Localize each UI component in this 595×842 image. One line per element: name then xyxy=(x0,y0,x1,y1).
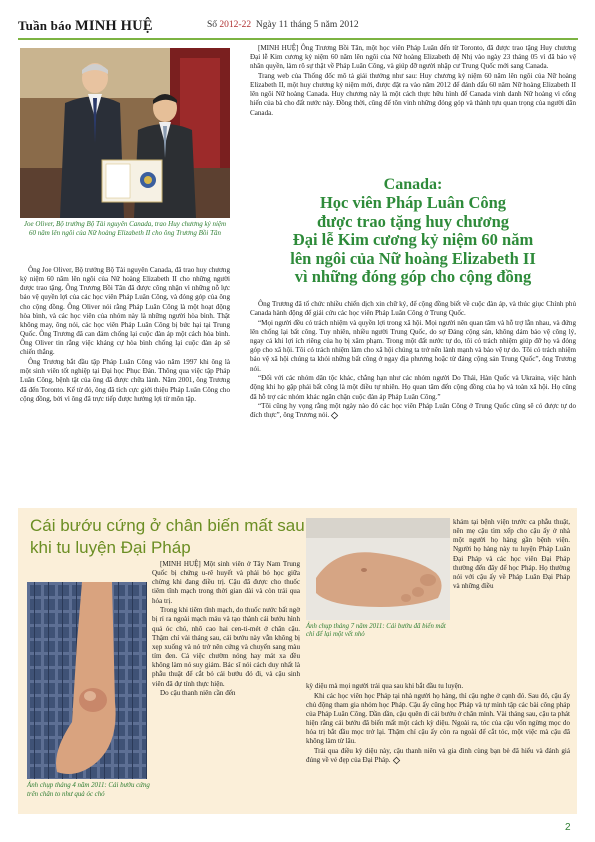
masthead-prefix: Tuần báo xyxy=(18,18,75,33)
headline-line: vì những đóng góp cho cộng đồng xyxy=(294,267,532,286)
paragraph: “Đối với các nhóm dân tộc khác, chẳng hạn như các nhóm người Do Thái, Hàn Quốc và Ukraina, việc hành động khi họ gặp phải bất công là một điều tự nhiên. Họ quan tâm đến cộng đồng của họ và toàn xã hội. Họ cũng đã hỗ trợ các nhóm khác ngăn chặn cuộc đàn áp Pháp Luân Công.” xyxy=(250,374,576,401)
paragraph: [MINH HUỆ] Ông Trương Bồi Tân, một học viên Pháp Luân đến từ Toronto, đã được trao tặng Huy chương Đại lễ Kim cương kỷ niệm 60 năm lên ngôi của Nữ hoàng Elizabeth đệ Nhị vào ngày 23 tháng 05 vì đã bảo vệ nhân quyền, làm rõ sự thật về Pháp Luân Công, và giúp đỡ người nhập cư Trung Quốc mới sang Canada. xyxy=(250,44,576,71)
headline-line: được trao tặng huy chương xyxy=(316,211,510,231)
end-of-article-icon xyxy=(392,757,399,764)
paragraph-text: Trải qua điều kỳ diệu này, cậu thanh niên và gia đình cùng bạn bè đã hiểu và đánh giá đúng về vẻ đẹp của Đại Pháp. xyxy=(306,747,570,765)
headline-line: Đại lễ Kim cương kỷ niệm 60 năm xyxy=(292,230,534,249)
foot-after-caption: Ảnh chụp tháng 7 năm 2011: Cái bướu đã biến mất chỉ để lại một vết nhỏ xyxy=(306,623,446,639)
award-ceremony-photo xyxy=(20,48,230,218)
paragraph: khám tại bệnh viện trước ca phẫu thuật, nên mẹ cậu tìm xếp cho cậu ấy ở nhà một người họ hàng gần bệnh viện. Người họ hàng này tu luyện Pháp Luân Đại Pháp và các học viên Đại Pháp thường đến đây để học Pháp. Họ thường nói với cậu ấy về Pháp Luân Đại Pháp và những điều xyxy=(453,518,570,591)
second-article-middle-column xyxy=(152,560,300,699)
second-article-bottom-column xyxy=(306,682,570,766)
photo-foot-healed-icon xyxy=(306,518,450,620)
issue-number: 2012-22 xyxy=(219,20,252,30)
article-left-column xyxy=(20,266,230,404)
paragraph: Ông Joe Oliver, Bộ trưởng Bộ Tài nguyên Canada, đã trao huy chương kỷ niệm 60 năm lên ngôi của Nữ hoàng Elizabeth II cho những người được trao tặng. Ông Trương Bồi Tân đã được công nhận vì những nỗ lực bảo vệ quyền lợi của các học viên Pháp Luân Công, và đóng góp của ông cho cộng đồng. Ông Oliver nói rằng Pháp Luân Công là một hoạt động hòa bình, và các học viên của nhóm này là những người hòa bình. Thật không may, ông nói, các học viên Pháp Luân Công bị bức hại tại Trung Quốc. Ông Trương đã can đảm chống lại cuộc đàn áp một cách hòa bình. Ông Oliver tin rằng việc kháng cự hòa bình chống lại cuộc đàn áp sẽ chiến thắng. xyxy=(20,266,230,357)
foot-before-photo xyxy=(27,582,147,779)
paragraph: [MINH HUỆ] Một sinh viên ở Tây Nam Trung Quốc bị chứng u-rê huyết và phải bỏ học giữa chừng khi đang điều trị. Cậu đã được cho thuốc tiêm tĩnh mạch trong thời gian dài và còn trải qua hóa trị. xyxy=(152,560,300,605)
issue-label: Số xyxy=(207,20,220,30)
headline-line: lên ngôi của Nữ hoàng Elizabeth II xyxy=(290,248,536,268)
masthead-name: MINH HUỆ xyxy=(74,18,153,34)
paragraph: Trong khi tiêm tĩnh mạch, do thuốc nước bất ngờ bị rỉ ra ngoài mạch máu và tạo thành cái bướu hình quả óc chó, nhô cao hai cen-ti-mét ở chân cậu. Thậm chí vài tháng sau, cái bướu này vẫn không bị xẹp xuống và nó trở nên cứng và chuyển sang màu tím đen. Cả việc chườm nóng hay mát xa đều không làm nó suy giảm. Bác sĩ nói cách duy nhất là phẫu thuật để cắt bỏ cái bướu đó đi, và cậu sinh viên đã đự tính thực hiện. xyxy=(152,606,300,688)
article-headline xyxy=(250,176,576,287)
photo-foot-with-lump-icon xyxy=(27,582,147,779)
paragraph: “Mọi người đều có trách nhiệm và quyền lợi trong xã hội. Mọi người nên quan tâm và hỗ trợ lẫn nhau, và đứng lên chống lại bất công. Tuy nhiên, nhiều người Trung Quốc, do sợ Đảng cộng sản, không dám bảo vệ công lý, ngay cả khi lợi ích riêng của họ bị xâm phạm. Trong một đất nước tự do, tôi có trách nhiệm giúp đỡ họ và đóng góp cho xã hội. Tôi có trách nhiệm làm cho xã hội chúng ta trở nên lành mạnh và bảo vệ tự do. Tôi có trách nhiệm bảo vệ xã hội chúng ta khỏi những bất công ở ngay địa phương hoặc từ đảng cộng sản Trung Quốc”, ông Trương nói. xyxy=(250,318,576,373)
issue-date: Ngày 11 tháng 5 năm 2012 xyxy=(255,20,359,30)
headline-country: Canada: xyxy=(383,176,443,193)
photo-two-men-certificate-icon xyxy=(20,48,230,218)
masthead xyxy=(18,18,153,35)
article-right-column xyxy=(250,300,576,421)
paragraph: Trang web của Thống đốc mô tả giải thưởng như sau: Huy chương kỷ niệm 60 năm lên ngôi của Nữ hoàng Elizabeth II, một huy chương kỷ niệm mới, được đặt ra vào năm 2012 để đánh dấu 60 năm Nữ hoàng Elizabeth II lên ngôi Nữ hoàng Canada. Huy chương này là một cách thực hữu hình để Canada vinh danh Nữ hoàng vì cống hiến của bà cho đất nước này. Đồng thời, cũng để tôn vinh những đóng góp và thành tựu quan trọng của người dân Canada. xyxy=(250,71,576,117)
paragraph: Do cậu thanh niên cần đến xyxy=(160,689,236,698)
paragraph: Khi các học viên học Pháp tại nhà người họ hàng, thì cậu nghe ở cạnh đó. Sau đó, cậu ấy chủ động tham gia nhóm học Pháp. Cậu ấy cũng học Pháp và tự mình tập các bài công pháp của Pháp Luân Công. Dần dần, cậu quên đi cái bướu ở chân mình. Vài tháng sau, cậu ta phát hiện rằng cái bướu đã biến mất một cách kỳ diệu. Ngoài ra, tóc của cậu vốn ngừng mọc do hóa trị bắt đầu mọc trở lại. Thậm chí cậu ấy còn ra ngoài để cắt tóc, một việc mà cậu đã không làm từ lâu. xyxy=(306,691,570,746)
paragraph xyxy=(250,402,576,420)
header-divider xyxy=(18,38,578,40)
page-number: 2 xyxy=(565,822,571,833)
headline-line: Học viên Pháp Luân Công xyxy=(319,193,507,212)
issue-info xyxy=(207,20,359,30)
paragraph: kỳ diệu mà mọi người trải qua sau khi bắt đầu tu luyện. xyxy=(306,682,464,690)
paragraph: Ông Trương bắt đầu tập Pháp Luân Công vào năm 1997 khi ông là một sinh viên tốt nghiệp tại Đại học Phục Đán. Thông qua việc tập Pháp Luân Công, bệnh tật của ông đã được chữa lành. Năm 2001, ông Trương đã đến Toronto. Kể từ đó, ông đã tích cực giới thiệu Pháp Luân Công cho cộng đồng, bởi vì ông đã trực tiếp được hưởng lợi từ môn tập. xyxy=(20,358,230,403)
paragraph xyxy=(306,747,570,765)
second-article-title: Cái bướu cứng ở chân biến mất sau khi tu luyện Đại Pháp xyxy=(30,516,305,557)
paragraph: Ông Trương đã tổ chức nhiều chiến dịch xin chữ ký, để cộng đồng biết về cuộc đàn áp, và thúc giục Chính phủ Canada hành động để giải cứu các học viên Pháp Luân Công ở Trung Quốc. xyxy=(250,300,576,318)
page-header xyxy=(18,8,578,40)
end-of-article-icon xyxy=(331,412,338,419)
second-article-right-column xyxy=(453,518,570,592)
foot-after-photo xyxy=(306,518,450,620)
foot-before-caption: Ảnh chụp tháng 4 năm 2011: Cái bướu cứng trên chân to như quả óc chó xyxy=(27,782,150,798)
article-intro xyxy=(250,44,576,118)
photo-caption: Joe Oliver, Bộ trưởng Bộ Tài nguyên Canada, trao Huy chương kỷ niệm 60 năm lên ngôi của Nữ hoàng Elizabeth II cho ông Trương Bồi Tân xyxy=(23,220,227,237)
paragraph-text: “Tôi cũng hy vọng rằng một ngày nào đó các học viên Pháp Luân Công ở Trung Quốc cũng sẽ có được tự do đích thực”, ông Trương nói. xyxy=(250,402,576,420)
